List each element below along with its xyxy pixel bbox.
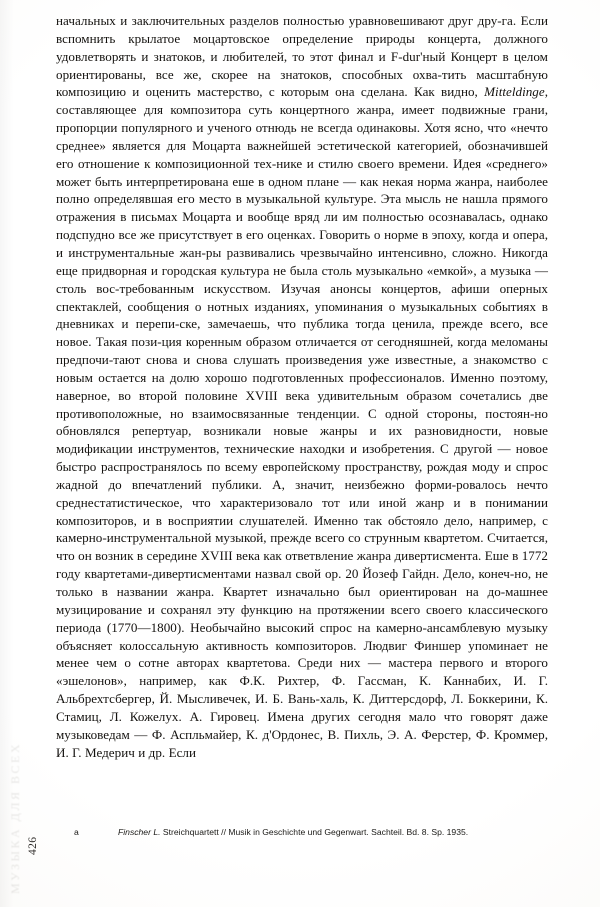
margin-watermark-text: МУЗЫКА ДЛЯ ВСЕХ [8,742,22,894]
footnote-marker: a [74,827,79,837]
footnote-author: Finscher L. [118,827,161,837]
page-number: 426 [27,836,39,855]
page-text-column [56,12,548,761]
body-text: начальных и заключительных разделов полностью уравновешивают друг дру-га. Если вспомнить крылатое моцартовское определение природы концерта, должного удовлетворять и знатоков, и любителей, то этот финал и F-dur'ный Концерт в целом ориентированы, все же, скорее на знатоков, способных охва-тить масштабную композицию и оценить мастерство, с которым она сделана. Как видно, Mitteldinge, составляющее для композитора суть концертного жанра, имеет подвижные грани, пропорции популярного и ученого отнюдь не всегда одинаковы. Хотя ясно, что «нечто среднее» является для Моцарта важнейшей эстетической категорией, обозначившей его отношение к композиционной тех-нике и стилю своего времени. Идея «среднего» может быть интерпретирована еше в одном плане — как некая норма жанра, наиболее полно определявшая его место в музыкальной культуре. Эта мысль не нашла прямого отражения в письмах Моцарта и вообще вряд ли им полностью осознавалась, однако подспудно все же присутствует в его оценках. Говорить о норме в эпоху, когда и опера, и инструментальные жан-ры развивались чрезвычайно интенсивно, сложно. Никогда еще придворная и городская культура не была столь музыкально «емкой», а музыка — столь вос-требованным искусством. Изучая анонсы концертов, афиши оперных спектаклей, сообщения о нотных изданиях, упоминания о музыкальных событиях в дневниках и перепи-ске, замечаешь, что публика тогда ценила, прежде всего, все новое. Такая пози-ция коренным образом отличается от сегодняшней, когда меломаны предпочи-тают снова и снова слушать произведения уже известные, а знакомство с новым остается на долю хорошо подготовленных профессионалов. Именно поэтому, наверное, во второй половине XVIII века удивительным образом сочетались две противоположные, но взаимосвязанные тенденции. С одной стороны, постоян-но обновлялся репертуар, возникали новые жанры и их разновидности, новые модификации инструментов, технические находки и изобретения. С другой — новое быстро распространялось по всему европейскому пространству, рождая моду и спрос жадной до впечатлений публики. А, значит, неизбежно форми-ровалось нечто среднестатистическое, что характеризовало тот или иной жанр и в понимании композиторов, и в восприятии слушателей. Именно так обстояло дело, например, с камерно-инструментальной музыкой, прежде всего со струнным квартетом. Считается, что он возник в середине XVIII века как ответвление жанра дивертисмента. Еше в 1772 году квартетами-дивертисментами назвал свой ор. 20 Йозеф Гайдн. Дело, конеч-но, не только в названии жанра. Квартет изначально был ориентирован на до-машнее музицирование и сохранял эту функцию на протяжении всего своего классического периода (1770—1800). Необычайно высокий спрос на камерно-ансамблевую музыку объясняет колоссальную активность композиторов. Людвиг Финшер упоминает не менее чем о сотне авторах квартетовa. Среди них — мастера первого и второго «эшелонов», например, как Ф.К. Рихтер, Ф. Гассман, К. Каннабих, И. Г. Альбрехтсбергер, Й. Мысливечек, И. Б. Вань-халь, К. Диттерсдорф, Л. Боккерини, К. Стамиц, Л. Кожелух. А. Гировец. Имена других сегодня мало что говорят даже музыковедам — Ф. Аспльмайер, К. д'Ордонес, В. Пихль, Э. А. Ферстер, Ф. Кроммер, И. Г. Медерич и др. Если [56,13,548,760]
footnote [56,826,548,838]
scan-edge-shading [0,0,14,907]
latin-term: Mitteldinge [484,84,545,100]
footnote-reference: Streichquartett // Musik in Geschichte und Gegenwart. Sachteil. Bd. 8. Sp. 1935. [160,827,469,837]
footnote-text [118,826,548,838]
